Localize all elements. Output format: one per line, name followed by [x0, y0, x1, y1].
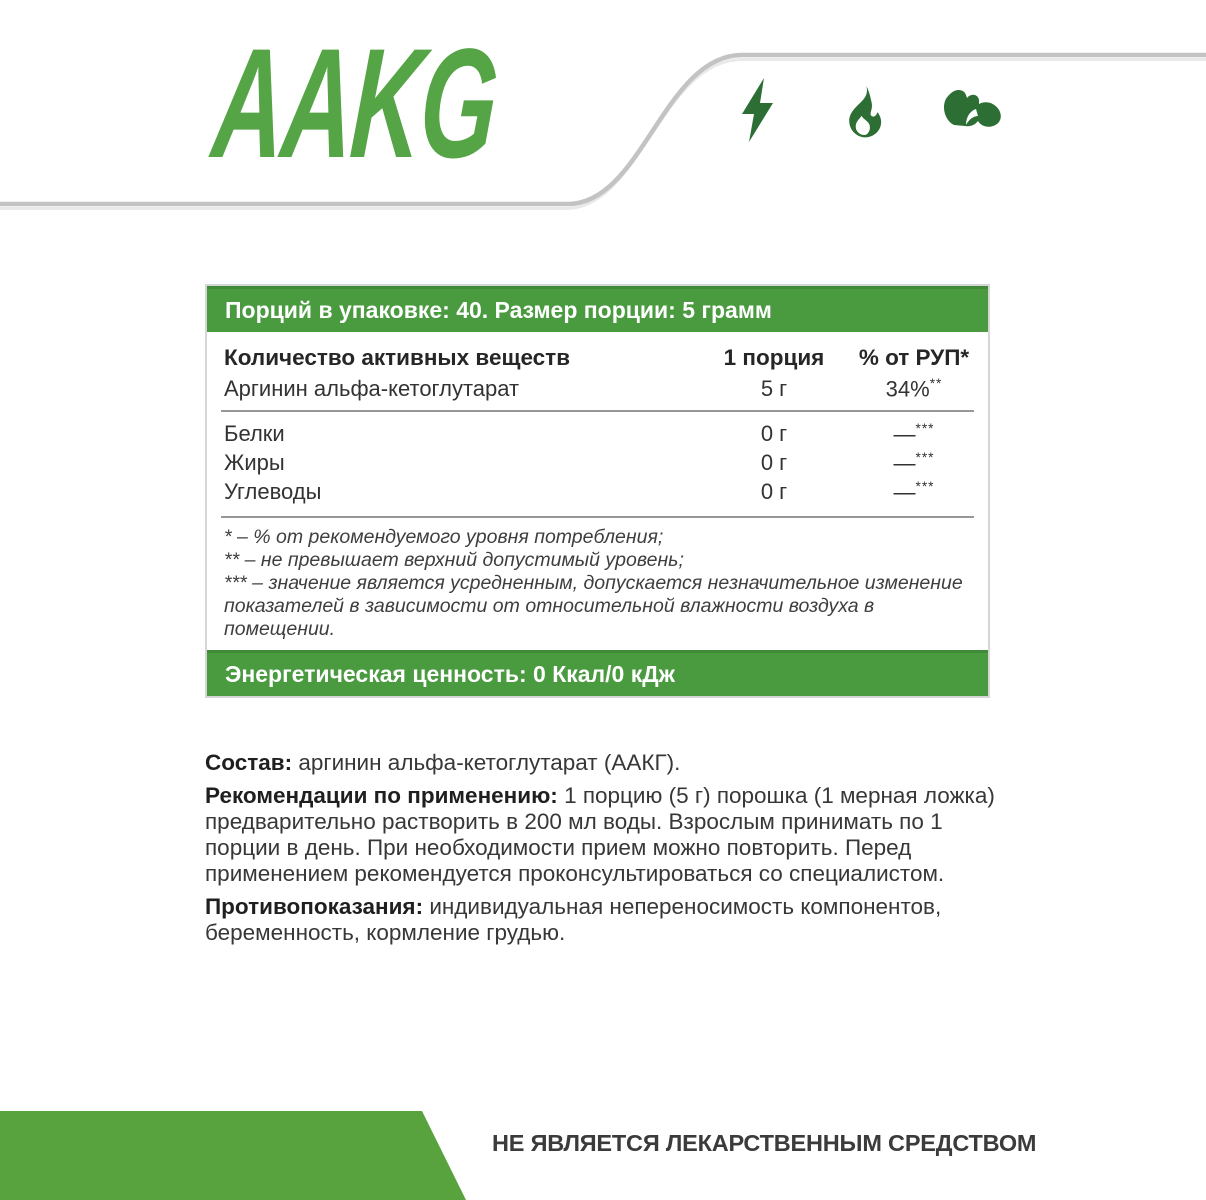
row-amount: 0 г	[760, 421, 788, 447]
percent-note: ***	[915, 421, 935, 436]
footnote-line: ** – не превышает верхний допустимый уровень;	[224, 549, 684, 571]
percent-note: **	[929, 376, 943, 391]
contraindications-label: Противопоказания:	[205, 894, 424, 919]
disclaimer-text: НЕ ЯВЛЯЕТСЯ ЛЕКАРСТВЕННЫМ СРЕДСТВОМ	[492, 1130, 1037, 1156]
row-name: Белки	[224, 421, 285, 447]
row-percent	[854, 479, 974, 505]
row-amount: 0 г	[760, 450, 788, 476]
composition-text: аргинин альфа-кетоглутарат (ААКГ).	[292, 750, 681, 775]
footnote-line: *** – значение является усредненным, допускается незначительное изменение показателей в зависимости от относительной влажности воздуха в помещении.	[224, 572, 963, 640]
col-header-name: Количество активных веществ	[224, 345, 571, 370]
footnote-line: * – % от рекомендуемого уровня потребления;	[224, 526, 664, 548]
percent-value: —	[893, 450, 916, 476]
contraindications-paragraph	[205, 894, 1013, 946]
lightning-icon	[740, 78, 780, 142]
row-percent	[854, 450, 974, 476]
percent-note: ***	[915, 479, 935, 494]
row-amount: 0 г	[760, 479, 788, 505]
col-header-serving: 1 порция	[723, 345, 825, 370]
row-name: Жиры	[224, 450, 285, 476]
supplement-facts-table	[205, 284, 990, 698]
flame-icon	[840, 86, 888, 138]
table-row	[207, 450, 988, 479]
row-name: Углеводы	[224, 479, 322, 505]
composition-label: Состав:	[205, 750, 293, 775]
contraindications-text: индивидуальная непереносимость компонентов, беременность, кормление грудью.	[205, 894, 942, 945]
composition-paragraph	[205, 750, 1013, 776]
table-row	[207, 421, 988, 450]
row-amount: 5 г	[760, 376, 788, 402]
table-row	[207, 376, 988, 408]
percent-note: ***	[915, 450, 935, 465]
row-name: Аргинин альфа-кетоглутарат	[224, 376, 520, 402]
energy-bar: Энергетическая ценность: 0 Ккал/0 кДж	[207, 650, 988, 696]
servings-bar: Порций в упаковке: 40. Размер порции: 5 грамм	[207, 286, 988, 332]
table-row	[207, 479, 988, 508]
percent-value: —	[893, 421, 916, 447]
usage-paragraph	[205, 783, 1013, 887]
row-percent	[854, 421, 974, 447]
info-text	[205, 750, 1013, 953]
bicep-icon	[941, 88, 1003, 136]
macro-rows	[207, 412, 988, 514]
usage-text: 1 порцию (5 г) порошка (1 мерная ложка) предварительно растворить в 200 мл воды. Взрослым принимать по 1 порции в день. При необходимости прием можно повторить. Перед применением рекомендуется проконсультироваться со специалистом.	[205, 783, 995, 886]
brand-logo: AAKG	[208, 17, 502, 191]
percent-value: —	[893, 479, 916, 505]
col-header-rup: % от РУП*	[858, 345, 970, 370]
row-percent	[854, 376, 974, 402]
usage-label: Рекомендации по применению:	[205, 783, 558, 808]
percent-value: 34%	[885, 376, 930, 402]
footer-green-shape	[0, 1111, 470, 1200]
benefit-icons	[738, 76, 1038, 146]
table-header-row	[207, 332, 988, 376]
footnotes	[207, 518, 988, 650]
